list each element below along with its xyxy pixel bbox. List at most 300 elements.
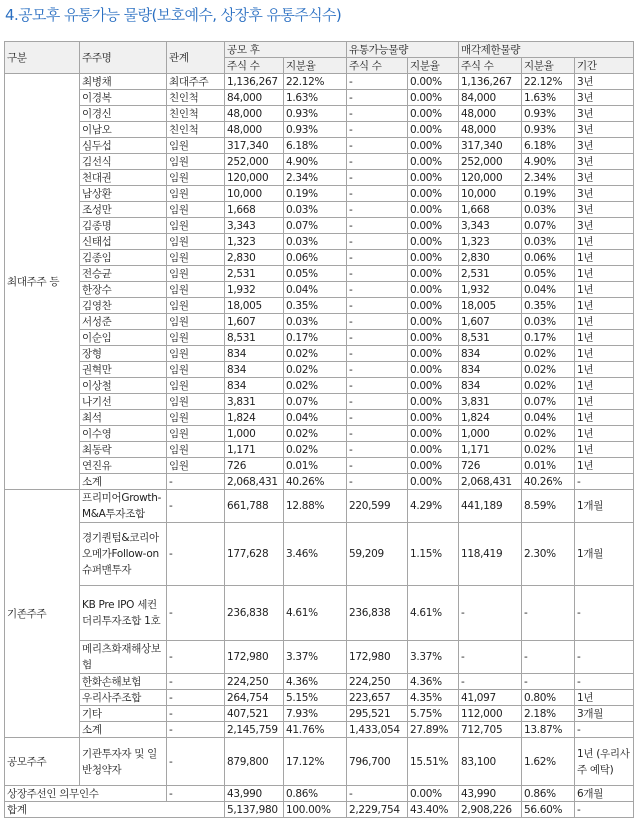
tradable-ratio: 0.00% — [408, 90, 459, 106]
locked-shares: 317,340 — [459, 138, 522, 154]
lockup-period: 3년 — [575, 138, 634, 154]
table-row — [5, 266, 634, 282]
shareholder-name: 나기선 — [80, 394, 167, 410]
table-row — [5, 170, 634, 186]
locked-ratio: 13.87% — [522, 722, 575, 738]
lockup-period: 1개월 — [575, 490, 634, 523]
lockup-period: 1년 — [575, 378, 634, 394]
ratio-after-ipo: 0.03% — [284, 234, 347, 250]
ratio-after-ipo: 0.93% — [284, 122, 347, 138]
shares-after-ipo: 1,668 — [225, 202, 284, 218]
header-lockup-period: 기간 — [575, 58, 634, 74]
tradable-ratio: 4.29% — [408, 490, 459, 523]
tradable-ratio: 4.36% — [408, 674, 459, 690]
relation: 임원 — [167, 218, 225, 234]
header-locked-shares: 주식 수 — [459, 58, 522, 74]
shareholder-name: 서성준 — [80, 314, 167, 330]
header-tradable: 유통가능물량 — [347, 42, 459, 58]
header-row — [5, 42, 634, 58]
tradable-ratio: 27.89% — [408, 722, 459, 738]
page-title: 4.공모후 유통가능 물량(보호예수, 상장후 유통주식수) — [5, 6, 342, 24]
total-label: 합계 — [5, 802, 225, 818]
tradable-ratio: 0.00% — [408, 74, 459, 90]
locked-ratio: 56.60% — [522, 802, 575, 818]
tradable-ratio: 0.00% — [408, 122, 459, 138]
locked-ratio: 0.02% — [522, 346, 575, 362]
tradable-shares: - — [347, 330, 408, 346]
locked-ratio: 0.06% — [522, 250, 575, 266]
locked-ratio: 4.90% — [522, 154, 575, 170]
shareholder-name: 이수영 — [80, 426, 167, 442]
shareholder-name: 김종명 — [80, 218, 167, 234]
ratio-after-ipo: 0.07% — [284, 218, 347, 234]
table-row — [5, 250, 634, 266]
relation: 임원 — [167, 186, 225, 202]
lockup-period: 1년 — [575, 410, 634, 426]
table-row — [5, 641, 634, 674]
locked-ratio: 0.04% — [522, 282, 575, 298]
table-row — [5, 282, 634, 298]
locked-shares: 1,171 — [459, 442, 522, 458]
ratio-after-ipo: 4.61% — [284, 586, 347, 641]
tradable-shares: - — [347, 234, 408, 250]
locked-shares: - — [459, 674, 522, 690]
relation: 임원 — [167, 442, 225, 458]
locked-ratio: 0.02% — [522, 362, 575, 378]
relation: 임원 — [167, 362, 225, 378]
shares-after-ipo: 48,000 — [225, 122, 284, 138]
lockup-period: 3년 — [575, 106, 634, 122]
tradable-ratio: 0.00% — [408, 106, 459, 122]
locked-shares: - — [459, 641, 522, 674]
tradable-ratio: 0.00% — [408, 426, 459, 442]
relation: 임원 — [167, 298, 225, 314]
shareholder-name: 우리사주조합 — [80, 690, 167, 706]
shares-after-ipo: 3,343 — [225, 218, 284, 234]
tradable-shares: - — [347, 394, 408, 410]
shareholder-name: 장형 — [80, 346, 167, 362]
shareholder-name: 프리미어Growth-M&A투자조합 — [80, 490, 167, 523]
table-row — [5, 378, 634, 394]
locked-ratio: 0.04% — [522, 410, 575, 426]
shares-after-ipo: 1,824 — [225, 410, 284, 426]
lockup-period: 1년 — [575, 346, 634, 362]
locked-shares: 48,000 — [459, 122, 522, 138]
shares-after-ipo: 2,531 — [225, 266, 284, 282]
locked-shares: 726 — [459, 458, 522, 474]
relation: 임원 — [167, 234, 225, 250]
locked-ratio: 0.02% — [522, 378, 575, 394]
lockup-period: 1년 — [575, 298, 634, 314]
relation: - — [167, 706, 225, 722]
lockup-period: 3년 — [575, 170, 634, 186]
shareholder-name: 신태섭 — [80, 234, 167, 250]
locked-shares: 1,136,267 — [459, 74, 522, 90]
ratio-after-ipo: 3.46% — [284, 523, 347, 586]
tradable-shares: - — [347, 138, 408, 154]
lockup-period: - — [575, 674, 634, 690]
shares-after-ipo: 1,932 — [225, 282, 284, 298]
relation: 임원 — [167, 266, 225, 282]
relation: 임원 — [167, 154, 225, 170]
shareholder-name: 최석 — [80, 410, 167, 426]
shares-after-ipo: 43,990 — [225, 786, 284, 802]
locked-ratio: 0.07% — [522, 218, 575, 234]
shareholder-name: 이남오 — [80, 122, 167, 138]
lockup-period: - — [575, 586, 634, 641]
locked-ratio: 0.17% — [522, 330, 575, 346]
lockup-period: 1년 — [575, 282, 634, 298]
lockup-period: 3년 — [575, 154, 634, 170]
header-locked: 매각제한물량 — [459, 42, 634, 58]
locked-shares: 48,000 — [459, 106, 522, 122]
shares-after-ipo: 661,788 — [225, 490, 284, 523]
tradable-ratio: 0.00% — [408, 266, 459, 282]
table-row — [5, 722, 634, 738]
tradable-shares: 2,229,754 — [347, 802, 408, 818]
ratio-after-ipo: 0.06% — [284, 250, 347, 266]
locked-shares: 2,830 — [459, 250, 522, 266]
ratio-after-ipo: 0.03% — [284, 202, 347, 218]
table-row — [5, 674, 634, 690]
ratio-after-ipo: 0.02% — [284, 442, 347, 458]
locked-shares: 1,323 — [459, 234, 522, 250]
ratio-after-ipo: 4.90% — [284, 154, 347, 170]
tradable-shares: - — [347, 314, 408, 330]
ratio-after-ipo: 2.34% — [284, 170, 347, 186]
tradable-shares: 295,521 — [347, 706, 408, 722]
ratio-after-ipo: 0.19% — [284, 186, 347, 202]
lockup-period: 1년 — [575, 442, 634, 458]
table-row — [5, 474, 634, 490]
header-shareholder: 주주명 — [80, 42, 167, 74]
shares-after-ipo: 2,068,431 — [225, 474, 284, 490]
locked-ratio: 22.12% — [522, 74, 575, 90]
shares-after-ipo: 48,000 — [225, 106, 284, 122]
lockup-period: 3년 — [575, 122, 634, 138]
shareholder-name: 심두섭 — [80, 138, 167, 154]
locked-ratio: 40.26% — [522, 474, 575, 490]
tradable-ratio: 0.00% — [408, 282, 459, 298]
locked-shares: 2,531 — [459, 266, 522, 282]
public-offering-row — [5, 738, 634, 786]
shareholder-name: 이상철 — [80, 378, 167, 394]
group-label: 최대주주 등 — [5, 74, 80, 490]
shares-after-ipo: 834 — [225, 346, 284, 362]
tradable-shares: - — [347, 282, 408, 298]
locked-shares: 2,068,431 — [459, 474, 522, 490]
shareholder-name: 이경복 — [80, 90, 167, 106]
locked-shares: 834 — [459, 346, 522, 362]
group-label: 기존주주 — [5, 490, 80, 738]
locked-shares: 8,531 — [459, 330, 522, 346]
shares-after-ipo: 120,000 — [225, 170, 284, 186]
tradable-shares: - — [347, 346, 408, 362]
ratio-after-ipo: 0.35% — [284, 298, 347, 314]
ratio-after-ipo: 0.03% — [284, 314, 347, 330]
tradable-ratio: 0.00% — [408, 186, 459, 202]
tradable-ratio: 0.00% — [408, 378, 459, 394]
table-row — [5, 298, 634, 314]
tradable-shares: - — [347, 170, 408, 186]
locked-shares: 18,005 — [459, 298, 522, 314]
tradable-shares: - — [347, 250, 408, 266]
ratio-after-ipo: 0.02% — [284, 426, 347, 442]
locked-ratio: 0.07% — [522, 394, 575, 410]
relation: - — [167, 690, 225, 706]
locked-shares: 2,908,226 — [459, 802, 522, 818]
group-label: 상장주선인 의무인수 — [5, 786, 167, 802]
tradable-shares: - — [347, 474, 408, 490]
relation: 임원 — [167, 378, 225, 394]
locked-ratio: 0.93% — [522, 106, 575, 122]
group-label: 공모주주 — [5, 738, 80, 786]
ratio-after-ipo: 0.93% — [284, 106, 347, 122]
shareholder-name: 조성만 — [80, 202, 167, 218]
ratio-after-ipo: 0.04% — [284, 410, 347, 426]
tradable-ratio: 0.00% — [408, 362, 459, 378]
table-row — [5, 690, 634, 706]
ratio-after-ipo: 12.88% — [284, 490, 347, 523]
ratio-after-ipo: 0.04% — [284, 282, 347, 298]
locked-ratio: - — [522, 674, 575, 690]
tradable-ratio: 5.75% — [408, 706, 459, 722]
tradable-ratio: 0.00% — [408, 250, 459, 266]
ratio-after-ipo: 7.93% — [284, 706, 347, 722]
ratio-after-ipo: 6.18% — [284, 138, 347, 154]
shareholder-name: 메리츠화재해상보험 — [80, 641, 167, 674]
locked-ratio: 2.18% — [522, 706, 575, 722]
shares-after-ipo: 236,838 — [225, 586, 284, 641]
table-row — [5, 234, 634, 250]
shares-after-ipo: 1,323 — [225, 234, 284, 250]
tradable-shares: 220,599 — [347, 490, 408, 523]
locked-shares: 1,932 — [459, 282, 522, 298]
locked-shares: 3,343 — [459, 218, 522, 234]
locked-shares: 441,189 — [459, 490, 522, 523]
table-row — [5, 138, 634, 154]
shares-after-ipo: 5,137,980 — [225, 802, 284, 818]
shares-after-ipo: 84,000 — [225, 90, 284, 106]
tradable-shares: 796,700 — [347, 738, 408, 786]
locked-shares: 118,419 — [459, 523, 522, 586]
relation: 임원 — [167, 138, 225, 154]
tradable-ratio: 0.00% — [408, 154, 459, 170]
shares-after-ipo: 1,171 — [225, 442, 284, 458]
ratio-after-ipo: 22.12% — [284, 74, 347, 90]
header-after-ipo: 공모 후 — [225, 42, 347, 58]
lockup-period: 1년 — [575, 426, 634, 442]
lockup-period: 3년 — [575, 218, 634, 234]
lockup-period: 3개월 — [575, 706, 634, 722]
locked-ratio: - — [522, 641, 575, 674]
relation: 임원 — [167, 394, 225, 410]
locked-ratio: 0.03% — [522, 202, 575, 218]
tradable-shares: - — [347, 442, 408, 458]
table-row — [5, 330, 634, 346]
shares-after-ipo: 8,531 — [225, 330, 284, 346]
locked-shares: 1,000 — [459, 426, 522, 442]
shareholder-name: 한장수 — [80, 282, 167, 298]
shares-after-ipo: 10,000 — [225, 186, 284, 202]
tradable-ratio: 0.00% — [408, 314, 459, 330]
lockup-period: 1년 — [575, 458, 634, 474]
locked-ratio: 0.86% — [522, 786, 575, 802]
locked-ratio: 0.80% — [522, 690, 575, 706]
table-row — [5, 586, 634, 641]
underwriter-row — [5, 786, 634, 802]
tradable-shares: - — [347, 74, 408, 90]
locked-ratio: 0.35% — [522, 298, 575, 314]
ratio-after-ipo: 4.36% — [284, 674, 347, 690]
tradable-shares: - — [347, 202, 408, 218]
lockup-period: 1년 — [575, 330, 634, 346]
tradable-shares: - — [347, 90, 408, 106]
tradable-ratio: 0.00% — [408, 442, 459, 458]
table-row — [5, 490, 634, 523]
table-row — [5, 186, 634, 202]
relation: 친인척 — [167, 90, 225, 106]
ratio-after-ipo: 3.37% — [284, 641, 347, 674]
header-ratio-after-ipo: 지분율 — [284, 58, 347, 74]
shares-after-ipo: 1,607 — [225, 314, 284, 330]
ratio-after-ipo: 0.05% — [284, 266, 347, 282]
shareholder-name: 남상환 — [80, 186, 167, 202]
relation: 임원 — [167, 282, 225, 298]
tradable-shares: - — [347, 786, 408, 802]
shareholder-name: 소계 — [80, 474, 167, 490]
lockup-period: 1년 — [575, 314, 634, 330]
locked-ratio: 0.03% — [522, 314, 575, 330]
tradable-shares: - — [347, 362, 408, 378]
tradable-ratio: 0.00% — [408, 786, 459, 802]
shares-after-ipo: 2,145,759 — [225, 722, 284, 738]
lockup-period: - — [575, 641, 634, 674]
relation: 임원 — [167, 410, 225, 426]
table-row — [5, 706, 634, 722]
shares-after-ipo: 18,005 — [225, 298, 284, 314]
header-locked-ratio: 지분율 — [522, 58, 575, 74]
locked-ratio: 0.19% — [522, 186, 575, 202]
lockup-period: 1년 — [575, 362, 634, 378]
tradable-ratio: 0.00% — [408, 346, 459, 362]
shareholder-name: 김종임 — [80, 250, 167, 266]
tradable-ratio: 0.00% — [408, 474, 459, 490]
ratio-after-ipo: 5.15% — [284, 690, 347, 706]
table-row — [5, 426, 634, 442]
table-row — [5, 346, 634, 362]
tradable-shares: - — [347, 106, 408, 122]
locked-shares: 84,000 — [459, 90, 522, 106]
locked-ratio: 8.59% — [522, 490, 575, 523]
tradable-shares: - — [347, 266, 408, 282]
tradable-shares: 223,657 — [347, 690, 408, 706]
table-row — [5, 122, 634, 138]
tradable-ratio: 0.00% — [408, 394, 459, 410]
relation: - — [167, 523, 225, 586]
ratio-after-ipo: 1.63% — [284, 90, 347, 106]
tradable-shares: - — [347, 218, 408, 234]
tradable-ratio: 3.37% — [408, 641, 459, 674]
shareholder-name: 기관투자자 및 일반청약자 — [80, 738, 167, 786]
tradable-ratio: 0.00% — [408, 410, 459, 426]
lockup-period: 1개월 — [575, 523, 634, 586]
relation: - — [167, 474, 225, 490]
tradable-ratio: 0.00% — [408, 330, 459, 346]
locked-shares: 41,097 — [459, 690, 522, 706]
lockup-period: 6개월 — [575, 786, 634, 802]
tradable-shares: - — [347, 426, 408, 442]
locked-ratio: 0.02% — [522, 426, 575, 442]
relation: 임원 — [167, 346, 225, 362]
lockup-period: - — [575, 474, 634, 490]
table-row — [5, 218, 634, 234]
shareholder-name: 전승균 — [80, 266, 167, 282]
locked-shares: - — [459, 586, 522, 641]
locked-ratio: 0.03% — [522, 234, 575, 250]
shares-after-ipo: 224,250 — [225, 674, 284, 690]
shares-after-ipo: 177,628 — [225, 523, 284, 586]
lockup-period: 1년 — [575, 234, 634, 250]
relation: 최대주주 — [167, 74, 225, 90]
relation: 친인척 — [167, 106, 225, 122]
shares-after-ipo: 264,754 — [225, 690, 284, 706]
ratio-after-ipo: 0.02% — [284, 378, 347, 394]
locked-shares: 1,824 — [459, 410, 522, 426]
table-row — [5, 314, 634, 330]
tradable-shares: - — [347, 186, 408, 202]
table-row — [5, 442, 634, 458]
lockup-period: 1년 — [575, 266, 634, 282]
locked-shares: 112,000 — [459, 706, 522, 722]
shares-after-ipo: 879,800 — [225, 738, 284, 786]
tradable-shares: - — [347, 122, 408, 138]
relation: - — [167, 786, 225, 802]
table-row — [5, 394, 634, 410]
table-row — [5, 154, 634, 170]
tradable-ratio: 0.00% — [408, 138, 459, 154]
locked-shares: 1,668 — [459, 202, 522, 218]
ratio-after-ipo: 0.01% — [284, 458, 347, 474]
shares-after-ipo: 3,831 — [225, 394, 284, 410]
relation: - — [167, 738, 225, 786]
shareholder-name: 김선식 — [80, 154, 167, 170]
tradable-shares: - — [347, 154, 408, 170]
relation: 임원 — [167, 426, 225, 442]
relation: - — [167, 674, 225, 690]
lockup-period: - — [575, 802, 634, 818]
tradable-ratio: 0.00% — [408, 234, 459, 250]
tradable-ratio: 0.00% — [408, 202, 459, 218]
lockup-period: - — [575, 722, 634, 738]
ratio-after-ipo: 40.26% — [284, 474, 347, 490]
relation: 임원 — [167, 250, 225, 266]
header-tradable-shares: 주식 수 — [347, 58, 408, 74]
lockup-period: 1년 — [575, 394, 634, 410]
tradable-shares: 1,433,054 — [347, 722, 408, 738]
shares-after-ipo: 834 — [225, 362, 284, 378]
header-tradable-ratio: 지분율 — [408, 58, 459, 74]
relation: - — [167, 490, 225, 523]
table-row — [5, 106, 634, 122]
shareholder-name: 기타 — [80, 706, 167, 722]
locked-ratio: - — [522, 586, 575, 641]
table-row — [5, 458, 634, 474]
locked-shares: 834 — [459, 378, 522, 394]
shareholder-name: 최동락 — [80, 442, 167, 458]
ratio-after-ipo: 0.02% — [284, 346, 347, 362]
shares-after-ipo: 252,000 — [225, 154, 284, 170]
